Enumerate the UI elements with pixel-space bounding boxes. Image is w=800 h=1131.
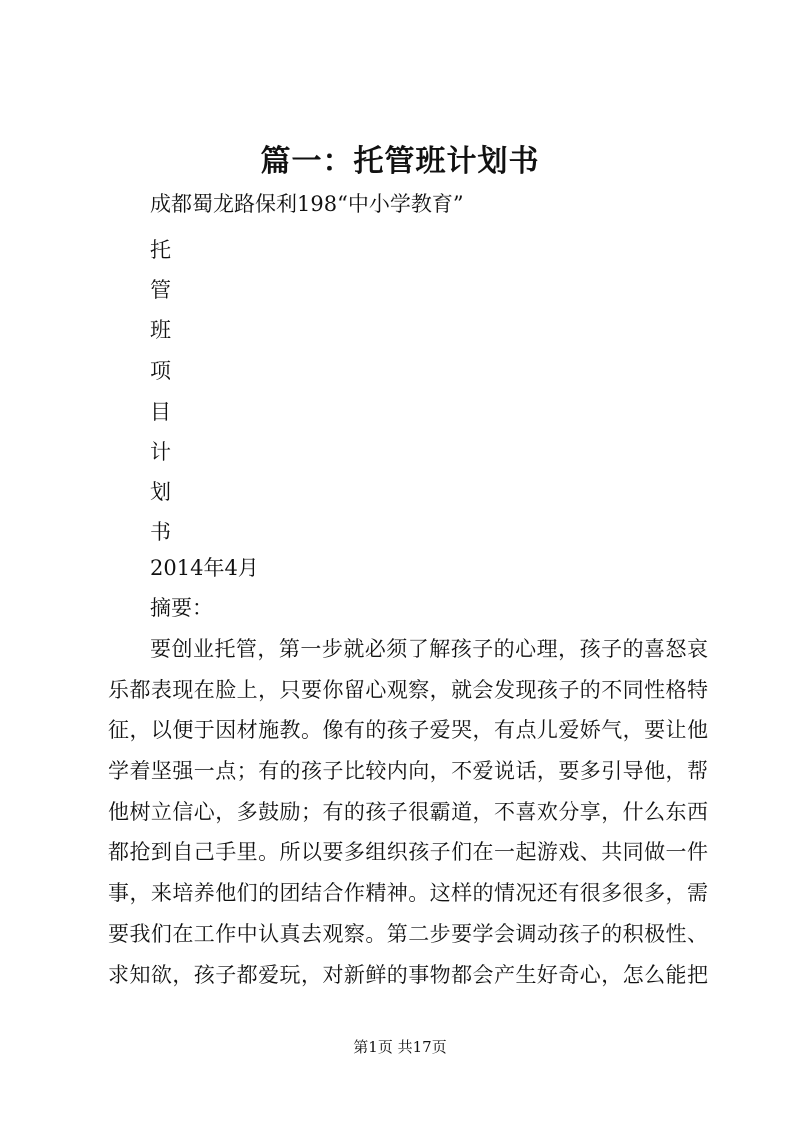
paragraph-line: 征，以便于因材施教。像有的孩子爱哭，有点儿爱娇气，要让他	[108, 718, 708, 743]
paragraph-line: 要我们在工作中认真去观察。第二步要学会调动孩子的积极性、	[108, 921, 708, 946]
paragraph-line: 求知欲，孩子都爱玩，对新鲜的事物都会产生好奇心，怎么能把	[108, 962, 708, 987]
vertical-title-char: 划	[150, 480, 171, 504]
abstract-label: 摘要：	[150, 596, 213, 620]
vertical-title-char: 班	[150, 318, 171, 342]
abstract-paragraph	[108, 634, 708, 1000]
vertical-title-char: 目	[150, 400, 171, 424]
document-title: 篇一：托管班计划书	[260, 144, 540, 179]
paragraph-line: 都抢到自己手里。所以要多组织孩子们在一起游戏、共同做一件	[108, 840, 708, 865]
paragraph-line: 事，来培养他们的团结合作精神。这样的情况还有很多很多，需	[108, 881, 708, 906]
paragraph-line: 乐都表现在脸上，只要你留心观察，就会发现孩子的不同性格特	[108, 677, 708, 702]
paragraph-line: 要创业托管，第一步就必须了解孩子的心理，孩子的喜怒哀	[150, 637, 708, 661]
vertical-title-char: 项	[150, 359, 171, 383]
vertical-title-char: 计	[150, 440, 171, 464]
vertical-title-char: 管	[150, 278, 171, 302]
document-date: 2014年4月	[150, 556, 259, 580]
page-footer: 第1页 共17页	[353, 1038, 447, 1056]
org-line: 成都蜀龙路保利198“中小学教育”	[150, 192, 464, 216]
vertical-title-char: 书	[150, 520, 171, 544]
paragraph-line: 他树立信心，多鼓励；有的孩子很霸道，不喜欢分享，什么东西	[108, 799, 708, 824]
vertical-title-char: 托	[150, 238, 171, 262]
paragraph-line: 学着坚强一点；有的孩子比较内向，不爱说话，要多引导他，帮	[108, 759, 708, 784]
